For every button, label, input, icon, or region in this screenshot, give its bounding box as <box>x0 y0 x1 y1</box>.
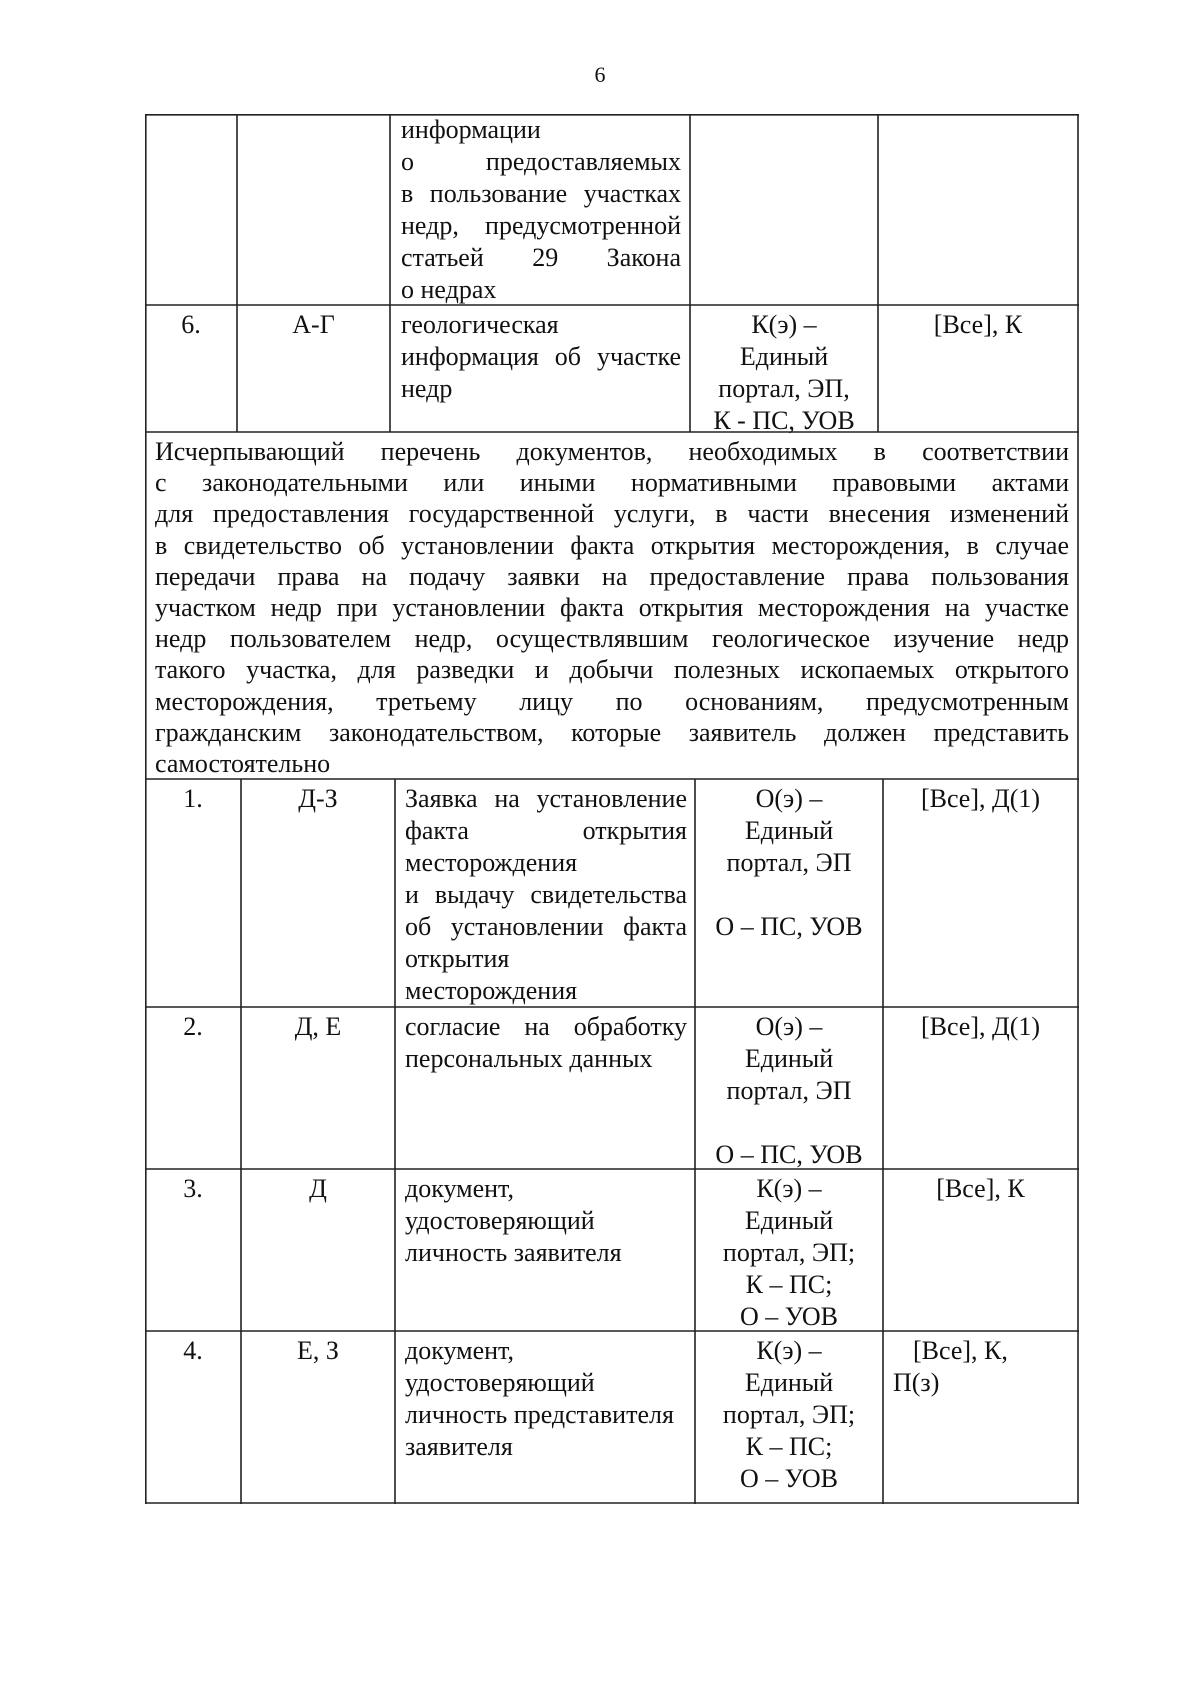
row-4-categories: Е, З <box>297 1336 339 1365</box>
row-4-scenarios: [Все], К, П(з) <box>893 1336 1008 1397</box>
row-3-description: документ, удостоверяющий личность заявителя <box>405 1174 622 1267</box>
row-3-method: К(э) – Единый портал, ЭП; К – ПС; О – УОВ <box>722 1174 856 1331</box>
row-fragment-description: информации о предоставляемых в пользование участках недр, предусмотренной статьей 29 Закона о недрах <box>401 115 681 304</box>
row-3-scenarios: [Все], К <box>936 1174 1025 1203</box>
page-number: 6 <box>594 62 606 87</box>
row-1-number: 1. <box>183 784 203 813</box>
row-2-scenarios: [Все], Д(1) <box>920 1012 1041 1041</box>
row-4-description: документ, удостоверяющий личность представителя заявителя <box>405 1336 674 1461</box>
row-4-number: 4. <box>183 1336 203 1365</box>
row-6-method: К(э) – Единый портал, ЭП, К - ПС, УОВ <box>713 310 855 435</box>
row-1-categories: Д-З <box>298 784 338 813</box>
section-header: Исчерпывающий перечень документов, необходимых в соответствии с законодательными или иными нормативными правовыми актами для предоставления государственной услуги, в части внесения изменений в свидетельство об установлении факта открытия месторождения, в случае передачи права на подачу заявки на предоставление права пользования участком недр при установлении факта открытия месторождения на участке недр пользователем недр, осуществлявшим геологическое изучение недр такого участка, для разведки и добычи полезных ископаемых открытого месторождения, третьему лицу по основаниям, предусмотренным гражданским законодательством, которые заявитель должен представить самостоятельно <box>155 437 1069 779</box>
row-4-method: К(э) – Единый портал, ЭП; К – ПС; О – УОВ <box>722 1336 856 1493</box>
row-2-number: 2. <box>183 1012 203 1041</box>
row-1-scenarios: [Все], Д(1) <box>920 784 1041 813</box>
row-6-description: геологическая информация об участке недр <box>401 310 681 403</box>
row-2-categories: Д, Е <box>294 1012 342 1041</box>
row-6-scenarios: [Все], К <box>933 310 1023 339</box>
row-2-description: согласие на обработку персональных данных <box>405 1012 687 1073</box>
row-3-number: 3. <box>183 1174 203 1203</box>
row-2-method: О(э) – Единый портал, ЭП О – ПС, УОВ <box>715 1012 863 1169</box>
row-3-categories: Д <box>309 1174 327 1203</box>
row-6-categories: А-Г <box>292 310 335 339</box>
row-1-description: Заявка на установление факта открытия месторождения и выдачу свидетельства об установлении факта открытия месторождения <box>405 784 687 1005</box>
documents-table <box>145 114 1079 1504</box>
row-1-method: О(э) – Единый портал, ЭП О – ПС, УОВ <box>715 784 863 941</box>
row-6-number: 6. <box>181 310 201 339</box>
